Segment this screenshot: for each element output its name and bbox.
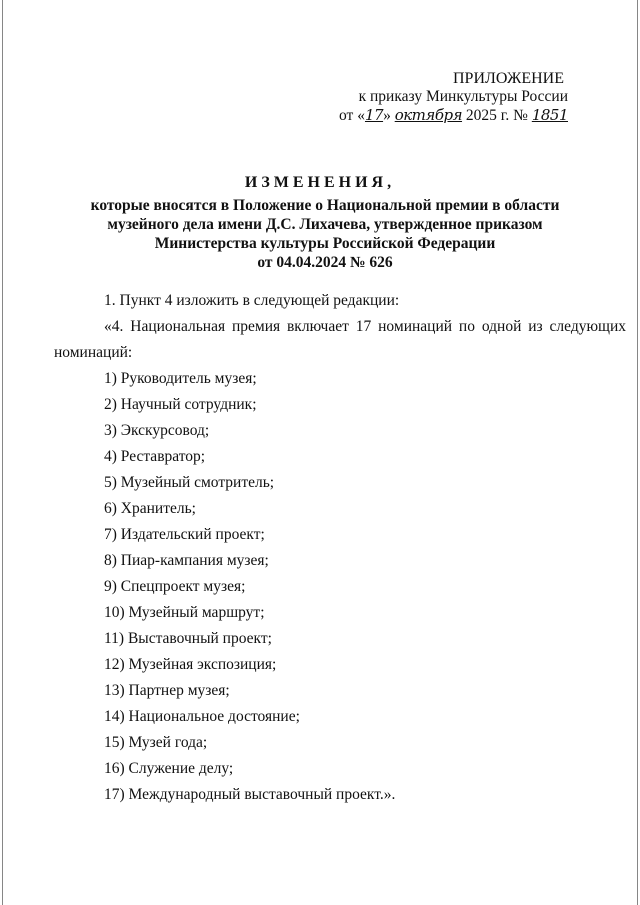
year-text: 2025 г. № (465, 107, 528, 124)
scan-edge-right (637, 0, 638, 905)
handwritten-day: 17 (364, 106, 384, 124)
nomination-item: 8) Пиар-кампания музея; (104, 552, 269, 569)
nomination-item: 12) Музейная экспозиция; (104, 656, 277, 673)
document-title: ИЗМЕНЕНИЯ, (244, 174, 396, 191)
appendix-heading: ПРИЛОЖЕНИЕ (452, 70, 564, 87)
nomination-item: 5) Музейный смотритель; (104, 474, 275, 491)
scan-edge-left (2, 0, 3, 905)
nomination-item: 4) Реставратор; (104, 448, 206, 465)
paragraph-2-line-1 (104, 318, 627, 336)
handwritten-number: 1851 (531, 106, 568, 124)
nomination-item: 2) Научный сотрудник; (104, 396, 257, 413)
nomination-item: 3) Экскурсовод; (104, 422, 210, 439)
subtitle-line: которые вносятся в Положение о Национальной премии в области (90, 197, 560, 214)
nomination-item: 17) Международный выставочный проект.». (104, 786, 396, 803)
subtitle-line: Министерства культуры Российской Федерации (154, 235, 496, 252)
nomination-item: 1) Руководитель музея; (104, 370, 257, 387)
nomination-item: 10) Музейный маршрут; (104, 604, 265, 621)
nomination-item: 9) Спецпроект музея; (104, 578, 246, 595)
nomination-item: 16) Служение делу; (104, 760, 234, 777)
paragraph-2-text: «4. Национальная премия включает 17 номинаций по одной из следующих (104, 318, 627, 335)
subtitle-line: музейного дела имени Д.С. Лихачева, утвержденное приказом (107, 216, 543, 233)
paragraph-1: 1. Пункт 4 изложить в следующей редакции: (104, 292, 400, 309)
appendix-order-line: к приказу Минкультуры России (358, 88, 568, 105)
appendix-block (338, 70, 568, 125)
nomination-item: 13) Партнер музея; (104, 682, 230, 699)
nomination-item: 6) Хранитель; (104, 500, 196, 517)
nomination-item: 7) Издательский проект; (104, 526, 265, 543)
date-prefix: от « (339, 107, 365, 124)
appendix-date-line (338, 106, 568, 125)
nomination-item: 15) Музей года; (104, 734, 208, 751)
subtitle-line: от 04.04.2024 № 626 (257, 254, 393, 271)
document-subtitle (80, 196, 570, 272)
nomination-item: 14) Национальное достояние; (104, 708, 300, 725)
nomination-item: 11) Выставочный проект; (104, 630, 272, 647)
handwritten-month: октября (394, 106, 463, 124)
paragraph-2-line-2: номинаций: (54, 344, 133, 361)
date-mid: » (383, 107, 391, 124)
